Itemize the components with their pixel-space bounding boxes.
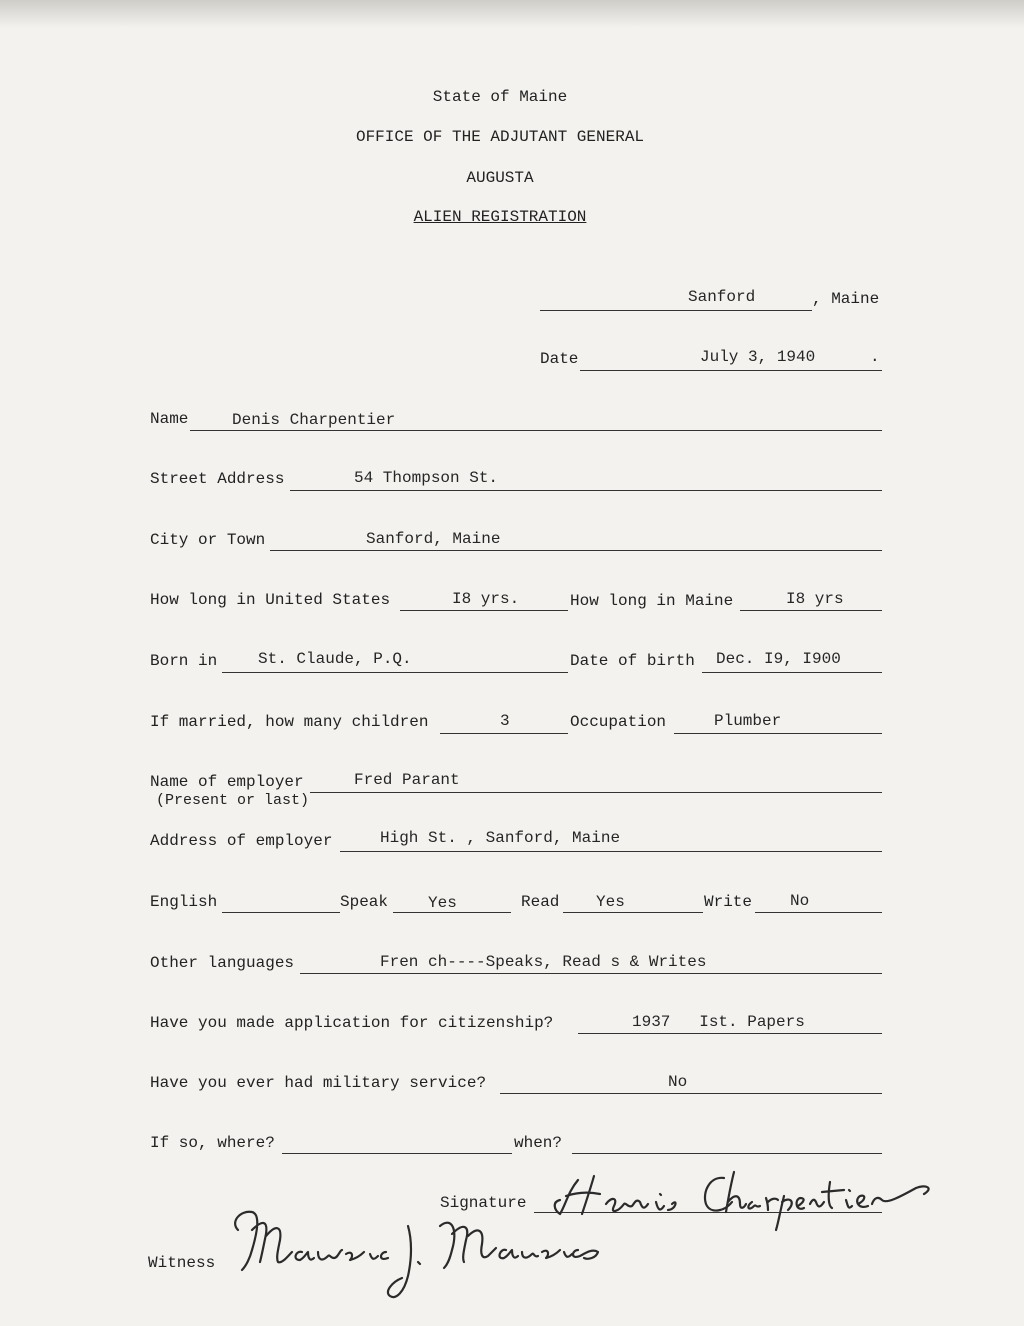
citizenship-label: Have you made application for citizenship? xyxy=(150,1014,554,1032)
other-languages-label: Other languages xyxy=(150,954,295,972)
children-value: 3 xyxy=(500,712,510,730)
employer-name-value: Fred Parant xyxy=(354,771,460,789)
date-value: July 3, 1940 xyxy=(700,348,816,366)
city-value: Sanford, Maine xyxy=(366,530,501,548)
header-city: AUGUSTA xyxy=(466,169,534,187)
name-line xyxy=(190,430,882,431)
children-label: If married, how many children xyxy=(150,713,429,731)
date-label: Date xyxy=(540,350,579,368)
speak-line xyxy=(393,912,511,913)
header-state: State of Maine xyxy=(432,88,568,106)
other-languages-value: Fren ch----Speaks, Read s & Writes xyxy=(380,953,707,971)
write-line xyxy=(755,912,882,913)
born-in-label: Born in xyxy=(150,652,218,670)
read-line xyxy=(563,912,703,913)
write-label: Write xyxy=(704,893,753,911)
occupation-line xyxy=(674,733,882,734)
if-so-where-line xyxy=(282,1153,512,1154)
employer-address-line xyxy=(340,851,882,852)
name-label: Name xyxy=(150,410,189,428)
street-address-line xyxy=(290,490,882,491)
speak-label: Speak xyxy=(340,893,389,911)
employer-name-label: Name of employer xyxy=(150,773,304,791)
english-line xyxy=(222,912,340,913)
military-value: No xyxy=(668,1073,688,1091)
how-long-maine-line xyxy=(740,610,882,611)
scan-edge xyxy=(0,0,1024,28)
born-in-value: St. Claude, P.Q. xyxy=(258,650,412,668)
employer-name-line xyxy=(310,792,882,793)
place-line xyxy=(540,310,812,311)
read-value: Yes xyxy=(596,893,625,911)
write-value: No xyxy=(790,892,810,910)
city-line xyxy=(270,550,882,551)
how-long-us-line xyxy=(400,610,568,611)
form-title: ALIEN REGISTRATION xyxy=(413,208,587,226)
street-address-value: 54 Thompson St. xyxy=(354,469,499,487)
witness-label: Witness xyxy=(148,1254,216,1272)
when-label: when? xyxy=(514,1134,563,1152)
date-of-birth-line xyxy=(702,672,882,673)
date-of-birth-label: Date of birth xyxy=(570,652,695,670)
if-so-where-label: If so, where? xyxy=(150,1134,275,1152)
when-line xyxy=(572,1153,882,1154)
city-label: City or Town xyxy=(150,531,266,549)
employer-name-sublabel: (Present or last) xyxy=(156,792,310,809)
english-label: English xyxy=(150,893,218,911)
employer-address-label: Address of employer xyxy=(150,832,333,850)
born-in-line xyxy=(222,672,568,673)
children-line xyxy=(440,733,568,734)
signature-label: Signature xyxy=(440,1194,527,1212)
read-label: Read xyxy=(521,893,560,911)
how-long-us-value: I8 yrs. xyxy=(452,590,520,608)
employer-address-value: High St. , Sanford, Maine xyxy=(380,829,621,847)
header-office: OFFICE OF THE ADJUTANT GENERAL xyxy=(355,128,645,146)
military-label: Have you ever had military service? xyxy=(150,1074,487,1092)
other-languages-line xyxy=(300,973,882,974)
place-town: Sanford xyxy=(688,288,756,306)
how-long-maine-label: How long in Maine xyxy=(570,592,734,610)
name-value: Denis Charpentier xyxy=(232,411,396,429)
military-line xyxy=(500,1093,882,1094)
how-long-us-label: How long in United States xyxy=(150,591,391,609)
place-suffix: , Maine xyxy=(812,290,880,308)
date-end: . xyxy=(870,348,880,366)
date-line xyxy=(580,370,882,371)
how-long-maine-value: I8 yrs xyxy=(786,590,844,608)
occupation-label: Occupation xyxy=(570,713,667,731)
street-address-label: Street Address xyxy=(150,470,285,488)
occupation-value: Plumber xyxy=(714,712,782,730)
speak-value: Yes xyxy=(428,894,457,912)
citizenship-line xyxy=(578,1033,882,1034)
date-of-birth-value: Dec. I9, I900 xyxy=(716,650,841,668)
witness-handwriting xyxy=(212,1200,612,1310)
citizenship-value: 1937 Ist. Papers xyxy=(632,1013,805,1031)
